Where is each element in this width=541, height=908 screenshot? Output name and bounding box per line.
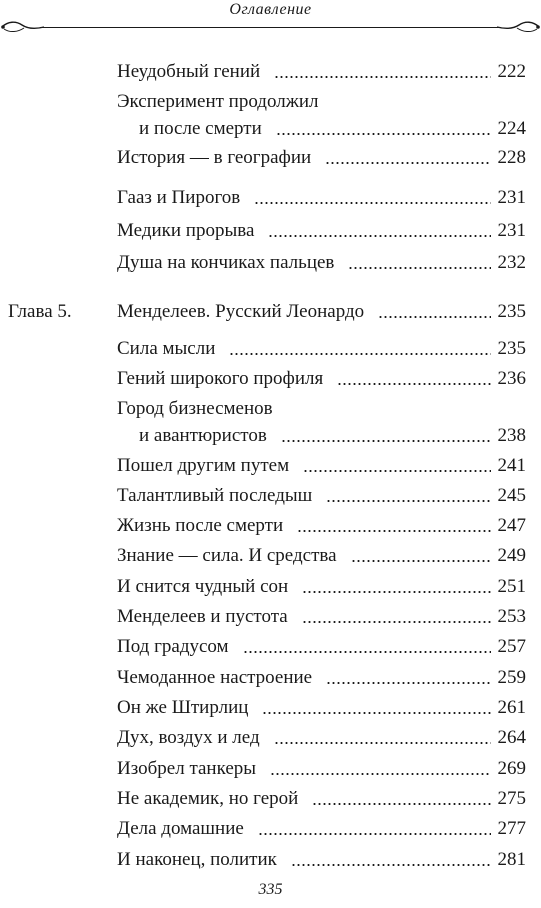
toc-entry-title: и авантюристов [139, 425, 267, 446]
header-rule [40, 27, 501, 28]
toc-page-number: 251 [497, 576, 526, 597]
toc-entry-title: Изобрел танкеры [117, 758, 257, 779]
toc-entry-line [0, 398, 541, 420]
toc-entry-title: Под градусом [117, 636, 229, 657]
dot-leader [326, 500, 491, 502]
toc-entry-title: Душа на кончиках пальцев [117, 252, 335, 273]
toc-entry-line [0, 818, 541, 840]
dot-leader [348, 267, 491, 269]
toc-page-number: 232 [497, 252, 526, 273]
toc-page-number: 281 [497, 849, 526, 870]
dot-leader [254, 202, 491, 204]
toc-entry-line [0, 147, 541, 169]
dot-leader [262, 712, 491, 714]
toc-page-number: 236 [497, 368, 526, 389]
toc-entry-title: Город бизнесменов [117, 398, 273, 419]
toc-entry-line [0, 606, 541, 628]
dot-leader [229, 353, 491, 355]
right-flourish-ornament [493, 17, 541, 37]
dot-leader [326, 682, 491, 684]
toc-entry-title: Сила мысли [117, 338, 216, 359]
toc-entry-title: И наконец, политик [117, 849, 277, 870]
toc-entry-title: и после смерти [139, 118, 262, 139]
page-title: Оглавление [229, 1, 312, 18]
toc-page-number: 228 [497, 147, 526, 168]
toc-entry-line [0, 727, 541, 749]
dot-leader [303, 470, 491, 472]
chapter-label: Глава 5. [8, 301, 72, 322]
toc-entry-title: Не академик, но герой [117, 788, 299, 809]
toc-entry-line [0, 455, 541, 477]
toc-page-number: 261 [497, 697, 526, 718]
toc-entry-line [0, 667, 541, 689]
toc-entry-line [0, 545, 541, 567]
toc-page-number: 238 [497, 425, 526, 446]
dot-leader [302, 621, 491, 623]
dot-leader [302, 591, 491, 593]
dot-leader [351, 560, 491, 562]
dot-leader [325, 162, 491, 164]
toc-entry-title: Жизнь после смерти [117, 515, 284, 536]
toc-entry-title: Знание — сила. И средства [117, 545, 337, 566]
toc-entry-line [0, 61, 541, 83]
toc-page-number: 259 [497, 667, 526, 688]
toc-entry-title: Талантливый последыш [117, 485, 313, 506]
toc-entry-line [0, 758, 541, 780]
page-number: 335 [258, 881, 283, 898]
toc-page-number: 222 [497, 61, 526, 82]
toc-page-number: 275 [497, 788, 526, 809]
toc-page-number: 247 [497, 515, 526, 536]
toc-page-number: 269 [497, 758, 526, 779]
toc-entry-title: История — в географии [117, 147, 312, 168]
toc-entry-line [0, 338, 541, 360]
toc-entry-title: Менделеев и пустота [117, 606, 288, 627]
running-header [0, 0, 541, 40]
toc-entry-title: Чемоданное настроение [117, 667, 313, 688]
dot-leader [243, 651, 491, 653]
dot-leader [268, 235, 491, 237]
toc-entry-title: Неудобный гений [117, 61, 261, 82]
toc-entry-title: Гений широкого профиля [117, 368, 324, 389]
dot-leader [297, 530, 491, 532]
dot-leader [258, 833, 491, 835]
toc-entry-title: И снится чудный сон [117, 576, 289, 597]
toc-entry-title: Он же Штирлиц [117, 697, 249, 718]
dot-leader [274, 742, 491, 744]
toc-entry-title: Дела домашние [117, 818, 244, 839]
toc-entry-line [0, 91, 541, 113]
toc-entry-line [0, 220, 541, 242]
toc-entry-line [0, 187, 541, 209]
toc-entry-line [0, 636, 541, 658]
toc-entry-line [0, 849, 541, 871]
toc-page-number: 264 [497, 727, 526, 748]
toc-entry-line [0, 697, 541, 719]
dot-leader [378, 316, 491, 318]
toc-entry-line [0, 515, 541, 537]
toc-entry-line [0, 252, 541, 274]
toc-entry-line [0, 118, 541, 140]
toc-entry-title: Гааз и Пирогов [117, 187, 241, 208]
toc-entry-title: Менделеев. Русский Леонардо [117, 301, 365, 322]
toc-page-number: 235 [497, 301, 526, 322]
toc-page-number: 231 [497, 187, 526, 208]
toc-entry-title: Эксперимент продолжил [117, 91, 319, 112]
toc-entry-title: Пошел другим путем [117, 455, 290, 476]
toc-entry-line [0, 368, 541, 390]
toc-entry-line [0, 301, 541, 323]
dot-leader [281, 440, 491, 442]
toc-page-number: 277 [497, 818, 526, 839]
dot-leader [274, 76, 491, 78]
toc-page-number: 249 [497, 545, 526, 566]
toc-entry-line [0, 788, 541, 810]
toc-page-number: 253 [497, 606, 526, 627]
toc-page-number: 231 [497, 220, 526, 241]
dot-leader [270, 773, 491, 775]
toc-entry-title: Медики прорыва [117, 220, 255, 241]
toc-entry-title: Дух, воздух и лед [117, 727, 260, 748]
toc-page-number: 224 [497, 118, 526, 139]
dot-leader [337, 383, 491, 385]
dot-leader [312, 803, 491, 805]
toc-entry-line [0, 576, 541, 598]
dot-leader [276, 133, 491, 135]
toc-entry-line [0, 485, 541, 507]
toc-entry-line [0, 425, 541, 447]
toc-page-number: 257 [497, 636, 526, 657]
dot-leader [291, 864, 491, 866]
toc-page-number: 241 [497, 455, 526, 476]
toc-page-number: 245 [497, 485, 526, 506]
toc-page-number: 235 [497, 338, 526, 359]
